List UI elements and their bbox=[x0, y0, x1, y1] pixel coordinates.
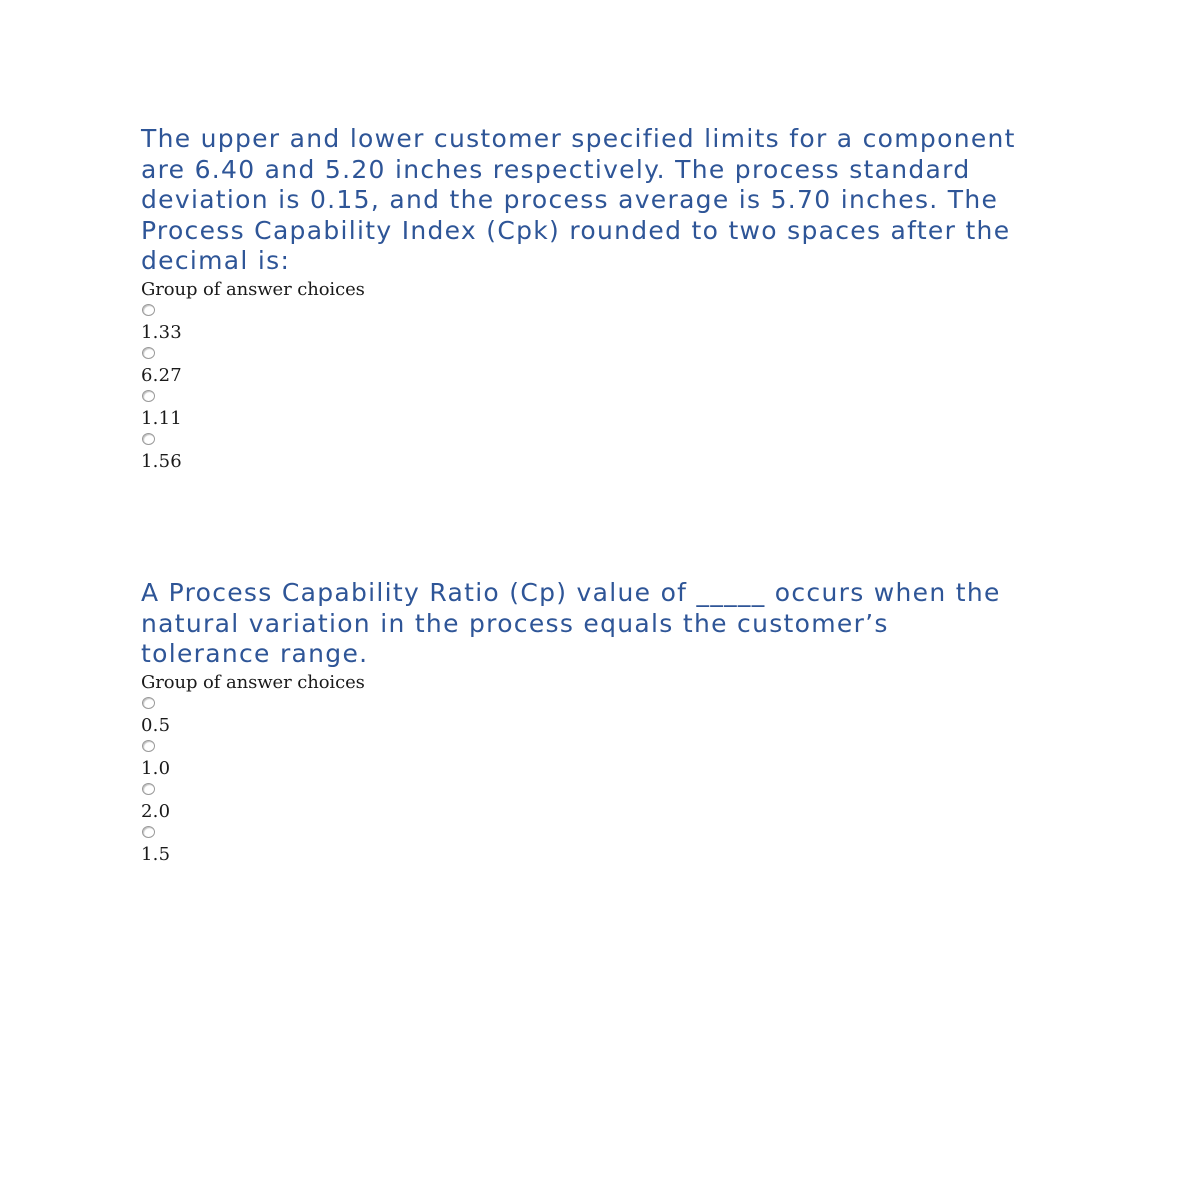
answer-choice[interactable] bbox=[141, 433, 1021, 473]
answer-group-label: Group of answer choices bbox=[141, 671, 365, 693]
answer-choice[interactable] bbox=[141, 697, 1021, 737]
answer-choice[interactable] bbox=[141, 783, 1021, 823]
answer-choice-label[interactable]: 0.5 bbox=[141, 714, 171, 736]
radio-button-icon[interactable] bbox=[142, 783, 155, 795]
answer-choice[interactable] bbox=[141, 826, 1021, 866]
answer-choices bbox=[141, 697, 1021, 866]
radio-button-icon[interactable] bbox=[142, 390, 155, 402]
radio-button-icon[interactable] bbox=[142, 304, 155, 316]
question-text: A Process Capability Ratio (Cp) value of _____ occurs when the natural variation in the process equals the customer’s tolerance range. bbox=[141, 578, 1001, 669]
answer-choice-label[interactable]: 2.0 bbox=[141, 800, 171, 822]
answer-choice-label[interactable]: 1.5 bbox=[141, 843, 171, 865]
answer-choice-label[interactable]: 1.0 bbox=[141, 757, 171, 779]
answer-choice-label[interactable]: 1.56 bbox=[141, 450, 182, 472]
question-text: The upper and lower customer specified limits for a component are 6.40 and 5.20 inches respectively. The process standard deviation is 0.15, and the process average is 5.70 inches. The Process Capability Index (Cpk) rounded to two spaces after the decimal is: bbox=[141, 124, 1016, 276]
radio-button-icon[interactable] bbox=[142, 740, 155, 752]
question-2 bbox=[141, 578, 1021, 867]
answer-choice-label[interactable]: 1.33 bbox=[141, 321, 182, 343]
answer-choice[interactable] bbox=[141, 390, 1021, 430]
answer-choices bbox=[141, 304, 1021, 473]
radio-button-icon[interactable] bbox=[142, 347, 155, 359]
answer-choice[interactable] bbox=[141, 347, 1021, 387]
radio-button-icon[interactable] bbox=[142, 697, 155, 709]
answer-choice-label[interactable]: 6.27 bbox=[141, 364, 182, 386]
answer-group-label: Group of answer choices bbox=[141, 278, 365, 300]
radio-button-icon[interactable] bbox=[142, 433, 155, 445]
answer-choice[interactable] bbox=[141, 304, 1021, 344]
answer-choice-label[interactable]: 1.11 bbox=[141, 407, 182, 429]
answer-choice[interactable] bbox=[141, 740, 1021, 780]
question-1 bbox=[141, 124, 1021, 474]
radio-button-icon[interactable] bbox=[142, 826, 155, 838]
